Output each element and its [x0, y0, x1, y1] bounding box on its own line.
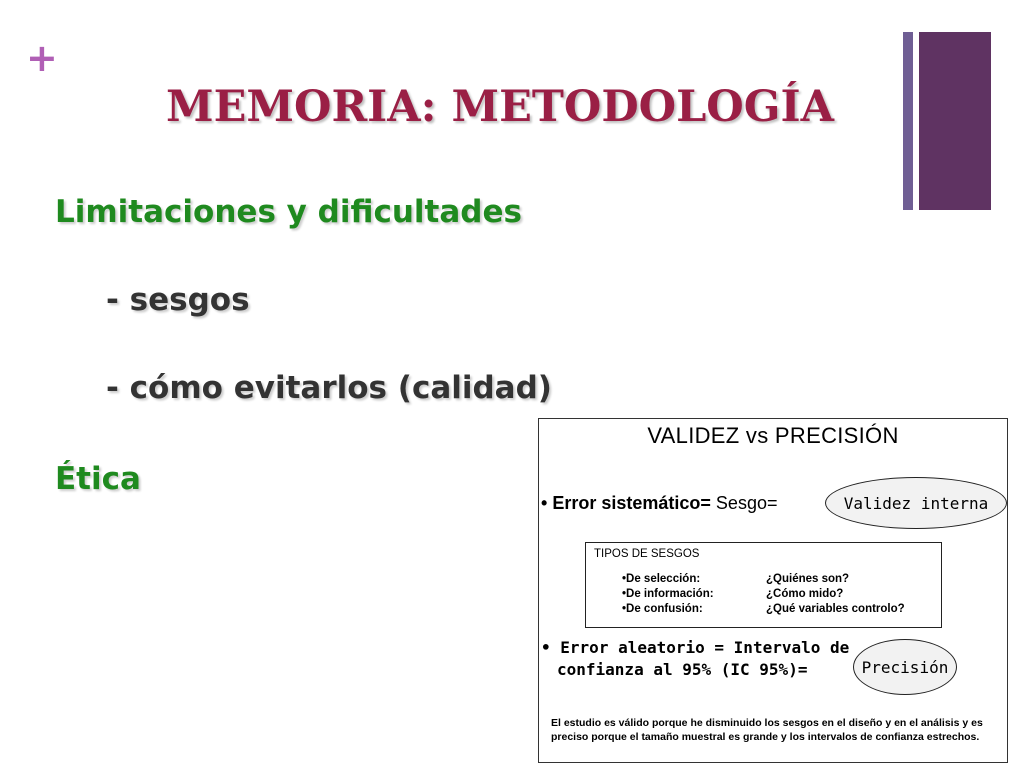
- ellipse-internal-validity: Validez interna: [825, 477, 1007, 529]
- random-error-line2: confianza al 95% (IC 95%)=: [557, 660, 808, 679]
- bullet-dot-2: •: [541, 638, 551, 657]
- bullet-systematic-error: [541, 493, 777, 514]
- systematic-error-label: Error sistemático=: [552, 493, 711, 513]
- bias-question-confusion: ¿Qué variables controlo?: [766, 603, 905, 615]
- bias-type-confusion: •De confusión:: [622, 603, 703, 615]
- ellipse-precision: Precisión: [853, 639, 957, 695]
- heading-limitaciones: Limitaciones y dificultades: [55, 194, 522, 230]
- bullet-random-error: [541, 637, 849, 681]
- figure-title: VALIDEZ vs PRECISIÓN: [647, 423, 899, 448]
- bias-question-selection: ¿Quiénes son?: [766, 573, 850, 585]
- validity-precision-figure: [538, 418, 1008, 763]
- bias-type-selection: •De selección:: [622, 573, 701, 585]
- conclusion-note: El estudio es válido porque he disminuido los sesgos en el diseño y en el análisis y es preciso porque el tamaño muestral es grande y los intervalos de confianza estrechos.: [551, 717, 983, 743]
- bias-types-box: [585, 542, 942, 628]
- bullet-dot: •: [541, 493, 548, 513]
- random-error-line1: Error aleatorio = Intervalo de: [560, 638, 850, 657]
- bias-label: Sesgo=: [715, 493, 778, 513]
- bias-type-information: •De información:: [622, 588, 714, 600]
- bias-types-title: TIPOS DE SESGOS: [594, 548, 700, 560]
- heading-etica: Ética: [55, 461, 141, 497]
- list-item-evitarlos: - cómo evitarlos (calidad): [106, 370, 552, 406]
- slide-title: MEMORIA: METODOLOGÍA: [166, 82, 834, 132]
- list-item-sesgos: - sesgos: [106, 282, 250, 318]
- plus-marker-icon: +: [26, 36, 58, 80]
- bias-question-information: ¿Cómo mido?: [766, 588, 844, 600]
